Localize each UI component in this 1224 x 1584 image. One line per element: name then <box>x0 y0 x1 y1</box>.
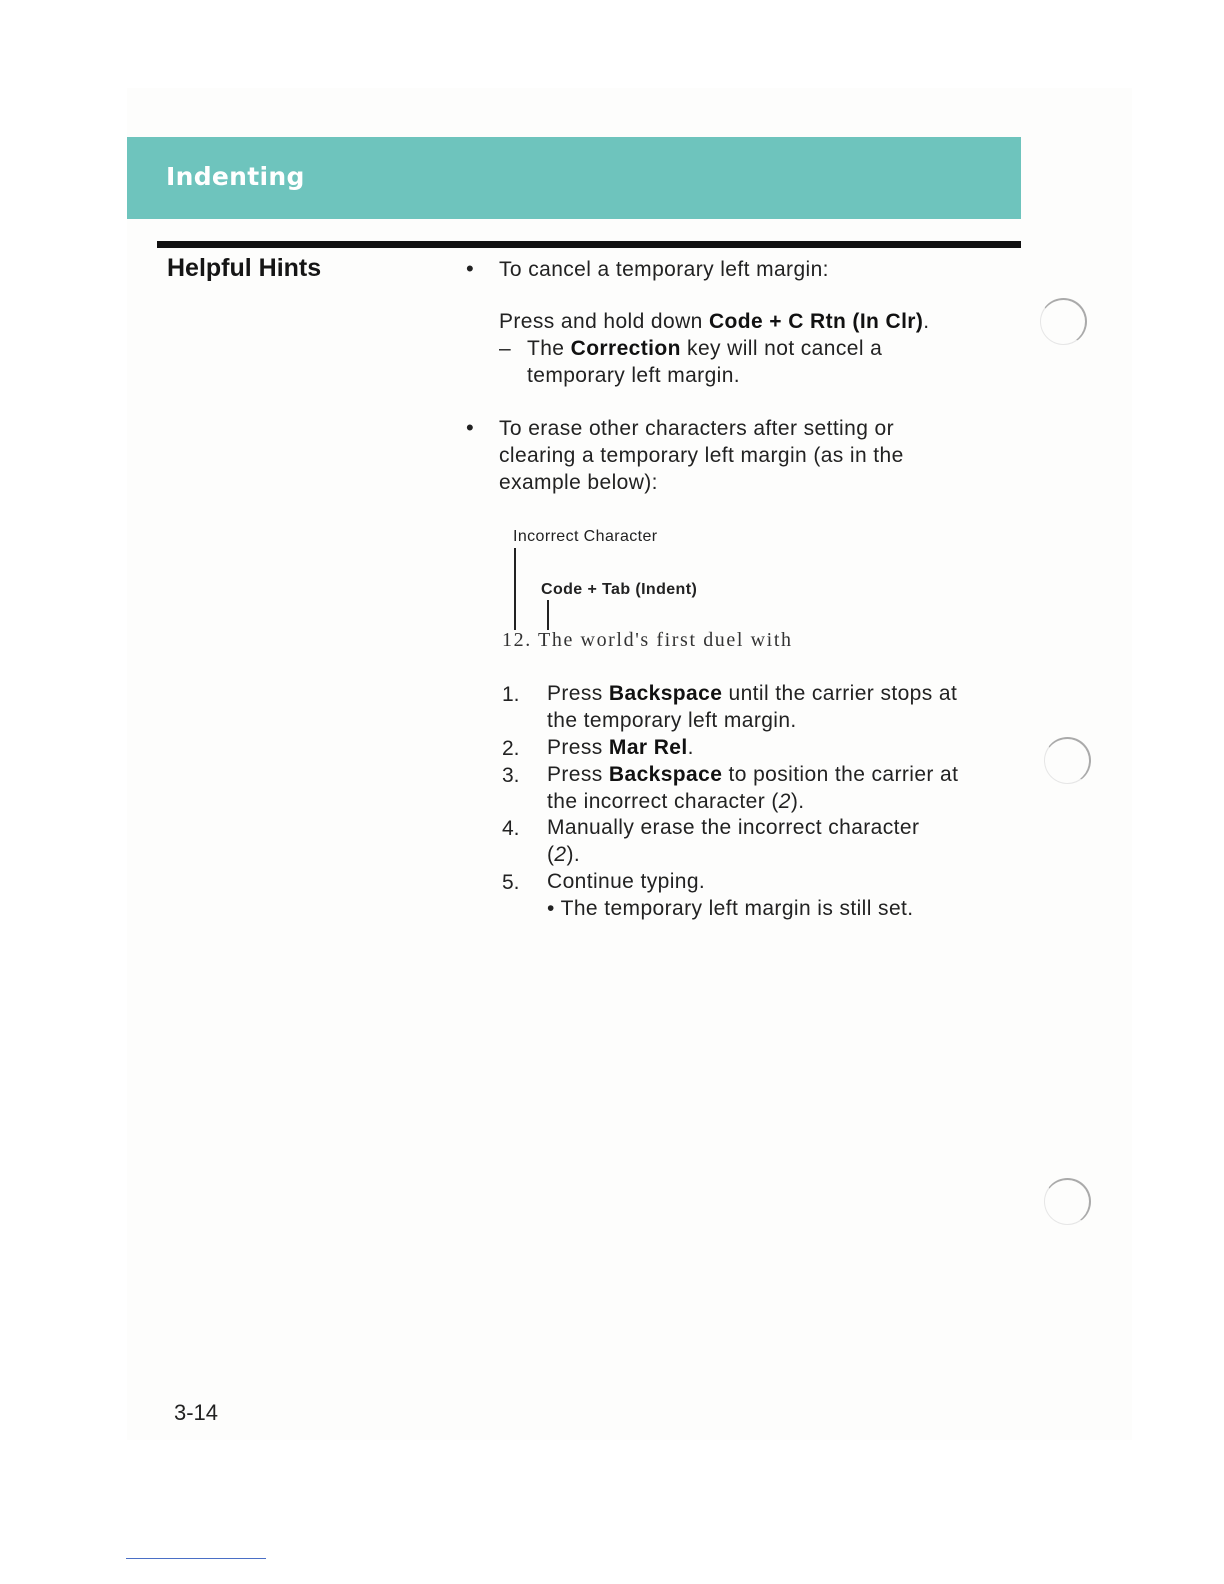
hint-1-intro: To cancel a temporary left margin: <box>499 258 829 281</box>
hint-1-instruction <box>499 308 930 335</box>
hint-1-note-line2: temporary left margin. <box>527 364 741 387</box>
bottom-divider <box>126 1558 266 1559</box>
section-title: Helpful Hints <box>167 254 322 282</box>
step-line2-prefix: ( <box>547 843 555 866</box>
step-3-line1 <box>547 761 1027 788</box>
step-number: 5. <box>502 871 520 894</box>
instruction-suffix: . <box>923 310 930 333</box>
step-key: Backspace <box>608 763 723 786</box>
step-2-line1 <box>547 734 1027 761</box>
step-line2-suffix: ). <box>566 843 581 866</box>
step-3-line2 <box>547 788 1027 815</box>
diagram-label-code-tab: Code + Tab (Indent) <box>541 581 698 598</box>
step-key: Mar Rel <box>608 736 688 759</box>
section-rule <box>157 241 1021 248</box>
diagram-pointer-line <box>547 600 549 630</box>
step-line2-italic: 2 <box>554 843 567 866</box>
note-prefix: The <box>527 337 571 360</box>
diagram-label-incorrect-character: Incorrect Character <box>513 528 658 545</box>
instruction-keys: Code + C Rtn (In Clr) <box>708 310 924 333</box>
hint-1-note-line1 <box>527 335 882 362</box>
sub-bullet-icon: • <box>547 897 555 920</box>
hint-2-intro-line1: To erase other characters after setting or <box>499 417 894 440</box>
instruction-prefix: Press and hold down <box>499 310 709 333</box>
page-number: 3-14 <box>174 1400 219 1425</box>
binder-hole-icon <box>1040 298 1087 345</box>
step-key: Backspace <box>608 682 723 705</box>
step-prefix: Press <box>547 682 609 705</box>
diagram-sample-text: 12. The world's first duel with <box>502 629 793 651</box>
step-number: 3. <box>502 764 520 787</box>
step-1-line2: the temporary left margin. <box>547 709 797 732</box>
note-key: Correction <box>570 337 681 360</box>
step-line2-italic: 2 <box>778 790 791 813</box>
step-suffix: until the carrier stops at <box>722 682 958 705</box>
note-suffix: key will not cancel a <box>680 337 883 360</box>
binder-hole-icon <box>1044 737 1091 784</box>
hint-bullet: • <box>466 415 474 440</box>
chapter-title: Indenting <box>166 162 305 191</box>
hint-2-intro-line3: example below): <box>499 471 658 494</box>
step-4-line1: Manually erase the incorrect character <box>547 816 920 839</box>
hint-2-intro-line2: clearing a temporary left margin (as in the <box>499 444 904 467</box>
hint-bullet: • <box>466 256 474 281</box>
step-5-line1: Continue typing. <box>547 870 706 893</box>
step-suffix: to position the carrier at <box>722 763 959 786</box>
binder-hole-icon <box>1044 1178 1091 1225</box>
step-number: 1. <box>502 683 520 706</box>
sub-bullet-text: The temporary left margin is still set. <box>560 897 914 920</box>
step-line2-prefix: the incorrect character ( <box>547 790 779 813</box>
step-1-line1 <box>547 680 1027 707</box>
step-line2-suffix: ). <box>790 790 805 813</box>
step-5-sub-bullet <box>547 895 1027 922</box>
step-suffix: . <box>687 736 694 759</box>
step-prefix: Press <box>547 736 609 759</box>
hint-1-note-dash: – <box>499 337 512 360</box>
diagram-pointer-line <box>514 548 516 630</box>
step-4-line2 <box>547 841 1027 868</box>
step-prefix: Press <box>547 763 609 786</box>
step-number: 4. <box>502 817 520 840</box>
step-number: 2. <box>502 737 520 760</box>
